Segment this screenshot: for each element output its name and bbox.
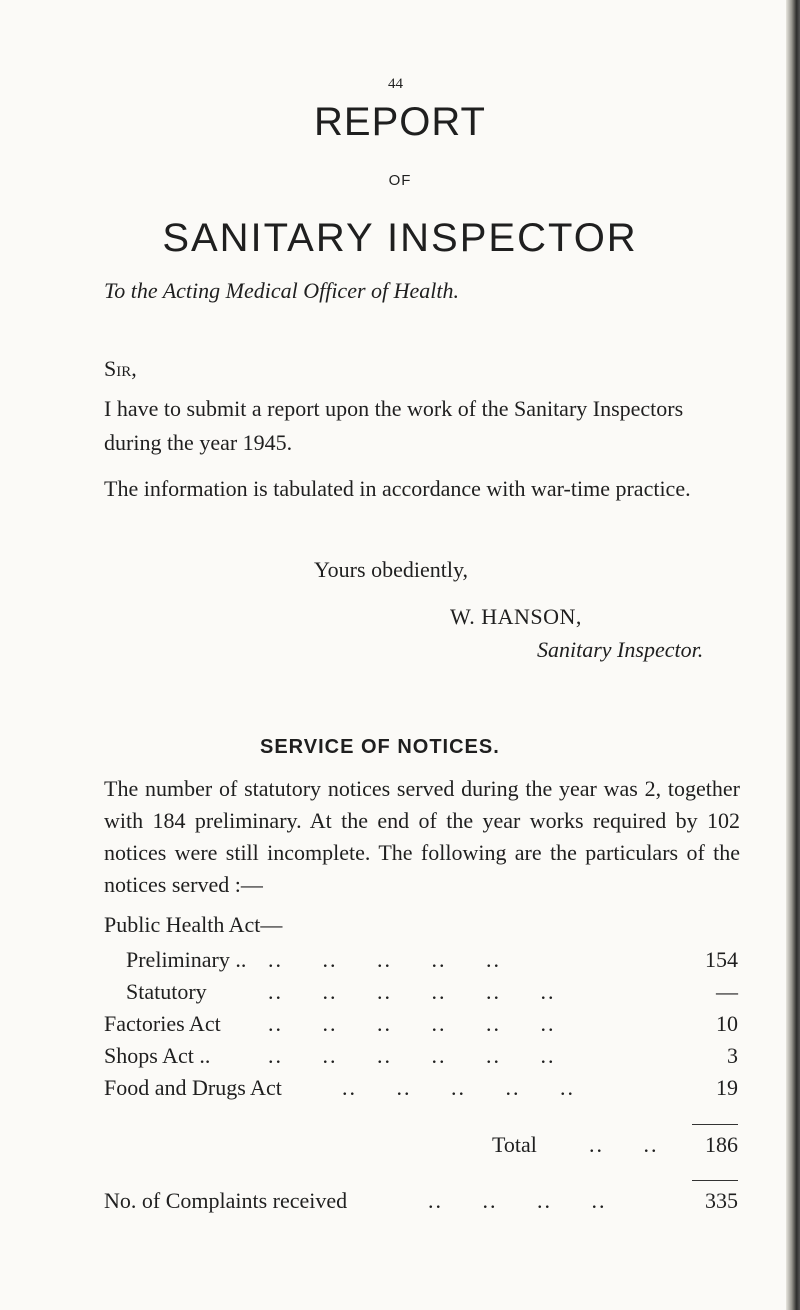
- leader-dots: .. .. .. .. ..: [342, 1075, 575, 1100]
- notice-row-label: Food and Drugs Act: [104, 1075, 282, 1100]
- notices-group-heading: Public Health Act—: [104, 912, 283, 937]
- total-rule: [692, 1124, 738, 1125]
- page-number: 44: [388, 76, 403, 92]
- section-paragraph: The number of statutory notices served during the year was 2, together with 184 preliminary. At the end of the year works required by 102 notices were still incomplete. The following are the particulars of the notices served :—: [104, 776, 740, 897]
- report-subtitle: SANITARY INSPECTOR: [162, 216, 638, 260]
- leader-dots: .. .. .. .. .. ..: [268, 979, 556, 1004]
- notice-row-factories: [0, 1011, 800, 1043]
- notice-row-value: 19: [716, 1075, 738, 1100]
- salutation: Sir,: [104, 356, 137, 381]
- notice-row-statutory: [0, 979, 800, 1011]
- section-heading: SERVICE OF NOTICES.: [260, 736, 500, 758]
- practice-paragraph: The information is tabulated in accordance with war-time practice.: [104, 476, 691, 501]
- leader-dots: .. .. .. .. .. ..: [268, 1011, 556, 1036]
- notice-row-value: 10: [716, 1011, 738, 1036]
- page-edge-shadow: [786, 0, 800, 1310]
- report-title: REPORT: [314, 100, 486, 144]
- notice-row-label: Statutory: [126, 979, 207, 1004]
- notice-row-label: Preliminary ..: [126, 947, 247, 972]
- total-label: Total: [492, 1132, 537, 1157]
- title-connector: OF: [388, 172, 412, 189]
- addressee: To the Acting Medical Officer of Health.: [104, 278, 460, 303]
- notice-row-preliminary: [0, 947, 800, 979]
- leader-dots: .. .. .. ..: [428, 1188, 607, 1213]
- closing-phrase: Yours obediently,: [314, 557, 469, 582]
- leader-dots: .. .. .. .. .. ..: [268, 1043, 556, 1068]
- total-value: 186: [705, 1132, 738, 1157]
- notice-row-label: Shops Act ..: [104, 1043, 211, 1068]
- notice-row-value: 3: [727, 1043, 738, 1068]
- complaints-label: No. of Complaints received: [104, 1188, 348, 1213]
- notice-row-shops: [0, 1043, 800, 1075]
- leader-dots: .. ..: [589, 1132, 659, 1157]
- complaints-value: 335: [705, 1188, 738, 1213]
- notice-row-value: 154: [705, 947, 738, 972]
- notices-total-row: [0, 1132, 800, 1164]
- total-underline: [692, 1180, 738, 1181]
- notice-row-value: —: [716, 979, 738, 1004]
- signer-title: Sanitary Inspector.: [537, 637, 704, 662]
- notice-row-label: Factories Act: [104, 1011, 221, 1036]
- notice-row-food-drugs: [0, 1075, 800, 1107]
- complaints-row: [0, 1188, 800, 1220]
- leader-dots: .. .. .. .. ..: [268, 947, 501, 972]
- signer-name: W. HANSON,: [450, 604, 582, 629]
- intro-paragraph: I have to submit a report upon the work of the Sanitary Inspectors during the year 1945.: [104, 396, 684, 455]
